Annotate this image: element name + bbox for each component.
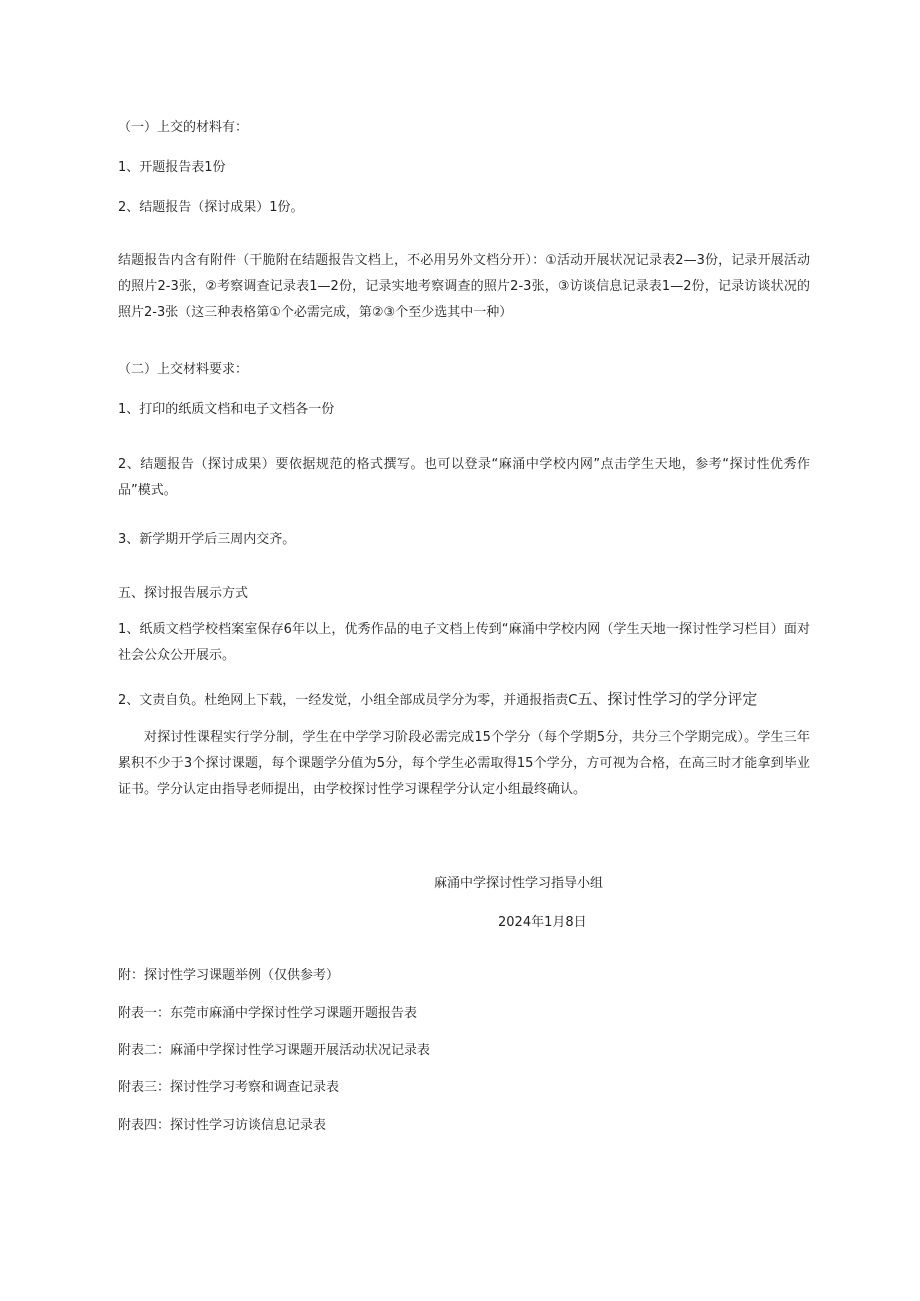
display-heading: 五、探讨报告展示方式 — [118, 586, 249, 601]
attachments-note: 结题报告内含有附件（干脆附在结题报告文档上，不必用另外文档分开）：①活动开展状况记录表2—3份，记录开展活动的照片2-3张，②考察调查记录表1—2份，记录实地考察调查的照片2-3张，③访谈信息记录表1—2份，记录访谈状况的照片2-3张（这三种表格第①个必需完成，第②③个至少选其中一种） — [118, 253, 810, 320]
requirements-item-3: 3、新学期开学后三周内交齐。 — [118, 532, 296, 547]
display-item-2 — [118, 690, 757, 710]
signature-date: 2024年1月8日 — [498, 915, 587, 930]
materials-heading: （一）上交的材料有： — [118, 120, 249, 135]
requirements-item-2: 2、结题报告（探讨成果）要依据规范的格式撰写。也可以登录“麻涌中学校内网”点击学生天地，参考“探讨性优秀作品”模式。 — [118, 457, 810, 498]
appendix-table-4: 附表四：探讨性学习访谈信息记录表 — [118, 1118, 327, 1133]
requirements-item-1: 1、打印的纸质文档和电子文档各一份 — [118, 402, 335, 417]
materials-item-1: 1、开题报告表1份 — [118, 160, 226, 175]
credits-heading: 五、探讨性学习的学分评定 — [577, 690, 758, 708]
appendix-table-3: 附表三：探讨性学习考察和调查记录表 — [118, 1080, 340, 1095]
signature-organization: 麻涌中学探讨性学习指导小组 — [434, 876, 604, 891]
appendix-title: 附：探讨性学习课题举例（仅供参考） — [118, 968, 340, 983]
materials-item-2: 2、结题报告（探讨成果）1份。 — [118, 200, 304, 215]
requirements-heading: （二）上交材料要求： — [118, 362, 249, 377]
appendix-table-1: 附表一：东莞市麻涌中学探讨性学习课题开题报告表 — [118, 1006, 418, 1021]
credits-paragraph: 对探讨性课程实行学分制，学生在中学学习阶段必需完成15个学分（每个学期5分，共分三个学期完成）。学生三年累积不少于3个探讨课题，每个课题学分值为5分，每个学生必需取得15个学分，方可视为合格，在高三时才能拿到毕业证书。学分认定由指导老师提出，由学校探讨性学习课程学分认定小组最终确认。 — [118, 730, 810, 797]
display-item-1: 1、纸质文档学校档案室保存6年以上，优秀作品的电子文档上传到“麻涌中学校内网（学生天地一探讨性学习栏目）面对社会公众公开展示。 — [118, 622, 810, 663]
appendix-table-2: 附表二：麻涌中学探讨性学习课题开展活动状况记录表 — [118, 1043, 431, 1058]
display-item-2-text: 2、文责自负。杜绝网上下载，一经发觉，小组全部成员学分为零，并通报指责C — [118, 693, 578, 708]
